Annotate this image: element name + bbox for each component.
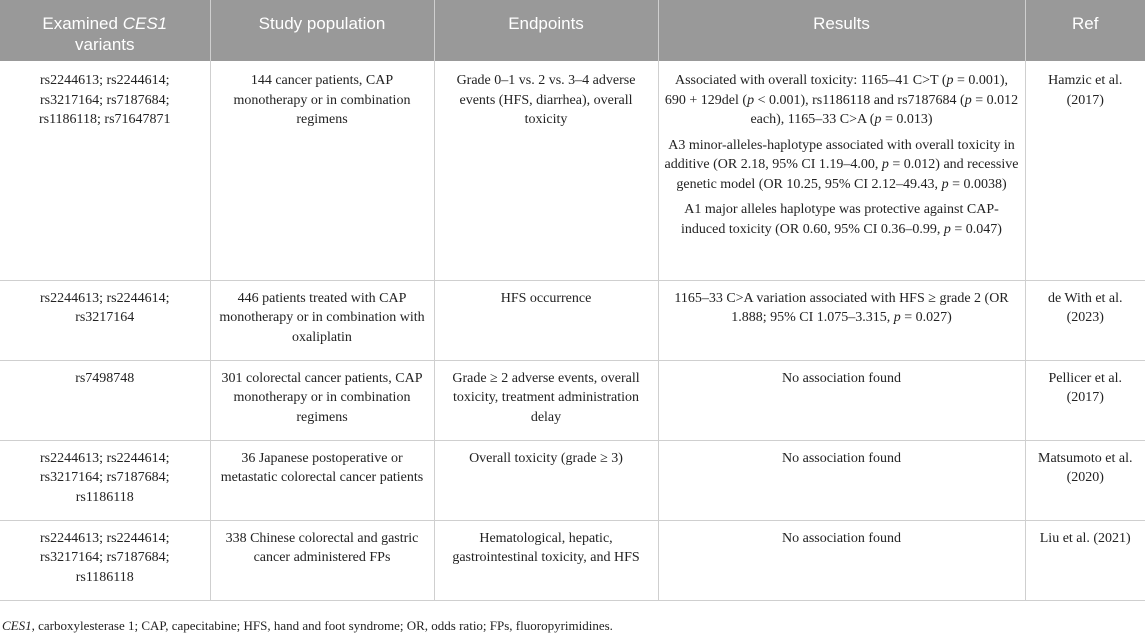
- result-paragraph: No association found: [782, 370, 901, 386]
- table-row: [0, 280, 1145, 360]
- result-paragraph: Associated with overall toxicity: 1165–41 C>T (p = 0.001), 690 + 129del (p < 0.001), rs1186118 and rs7187684 (p = 0.012 each), 1165–33 C>A (p = 0.013): [664, 73, 1019, 127]
- cell-results: [658, 520, 1025, 600]
- cell-results: [658, 440, 1025, 520]
- header-ref: Ref: [1025, 0, 1145, 61]
- cell-ref: de With et al. (2023): [1025, 280, 1145, 360]
- cell-endpoints: Grade ≥ 2 adverse events, overall toxicity, treatment administration delay: [434, 360, 658, 440]
- result-paragraph: No association found: [782, 450, 901, 466]
- cell-variants: rs7498748: [0, 360, 210, 440]
- cell-population: 144 cancer patients, CAP monotherapy or in combination regimens: [210, 61, 434, 280]
- header-population: Study population: [210, 0, 434, 61]
- table-footnote: [2, 618, 613, 634]
- cell-population: 446 patients treated with CAP monotherapy or in combination with oxaliplatin: [210, 280, 434, 360]
- cell-variants: rs2244613; rs2244614; rs3217164: [0, 280, 210, 360]
- cell-endpoints: Overall toxicity (grade ≥ 3): [434, 440, 658, 520]
- table-row: [0, 520, 1145, 600]
- cell-endpoints: Hematological, hepatic, gastrointestinal toxicity, and HFS: [434, 520, 658, 600]
- header-endpoints: Endpoints: [434, 0, 658, 61]
- cell-ref: Matsumoto et al. (2020): [1025, 440, 1145, 520]
- cell-ref: Liu et al. (2021): [1025, 520, 1145, 600]
- header-results: Results: [658, 0, 1025, 61]
- table-header-row: [0, 0, 1145, 61]
- cell-variants: rs2244613; rs2244614; rs3217164; rs7187684; rs1186118; rs71647871: [0, 61, 210, 280]
- table-row: [0, 61, 1145, 280]
- header-variants: Examined CES1 variants: [0, 0, 210, 61]
- cell-results: [658, 280, 1025, 360]
- cell-endpoints: HFS occurrence: [434, 280, 658, 360]
- cell-population: 36 Japanese postoperative or metastatic colorectal cancer patients: [210, 440, 434, 520]
- result-paragraph: 1165–33 C>A variation associated with HFS ≥ grade 2 (OR 1.888; 95% CI 1.075–3.315, p = 0.027): [674, 290, 1009, 325]
- cell-variants: rs2244613; rs2244614; rs3217164; rs7187684; rs1186118: [0, 440, 210, 520]
- result-paragraph: A3 minor-alleles-haplotype associated with overall toxicity in additive (OR 2.18, 95% CI 1.19–4.00, p = 0.012) and recessive genetic model (OR 10.25, 95% CI 2.12–49.43, p = 0.0038): [664, 137, 1019, 192]
- cell-results: [658, 360, 1025, 440]
- cell-population: 338 Chinese colorectal and gastric cancer administered FPs: [210, 520, 434, 600]
- cell-variants: rs2244613; rs2244614; rs3217164; rs7187684; rs1186118: [0, 520, 210, 600]
- footnote-text: , carboxylesterase 1; CAP, capecitabine; HFS, hand and foot syndrome; OR, odds ratio; FPs, fluoropyrimidines.: [31, 618, 613, 633]
- cell-endpoints: Grade 0–1 vs. 2 vs. 3–4 adverse events (HFS, diarrhea), overall toxicity: [434, 61, 658, 280]
- table-row: [0, 440, 1145, 520]
- footnote-gene: CES1: [2, 618, 32, 633]
- cell-results: [658, 61, 1025, 280]
- cell-ref: Hamzic et al. (2017): [1025, 61, 1145, 280]
- cell-ref: Pellicer et al. (2017): [1025, 360, 1145, 440]
- table-row: [0, 360, 1145, 440]
- result-paragraph: A1 major alleles haplotype was protective against CAP-induced toxicity (OR 0.60, 95% CI 0.36–0.99, p = 0.047): [681, 202, 1002, 237]
- result-paragraph: No association found: [782, 530, 901, 546]
- cell-population: 301 colorectal cancer patients, CAP monotherapy or in combination regimens: [210, 360, 434, 440]
